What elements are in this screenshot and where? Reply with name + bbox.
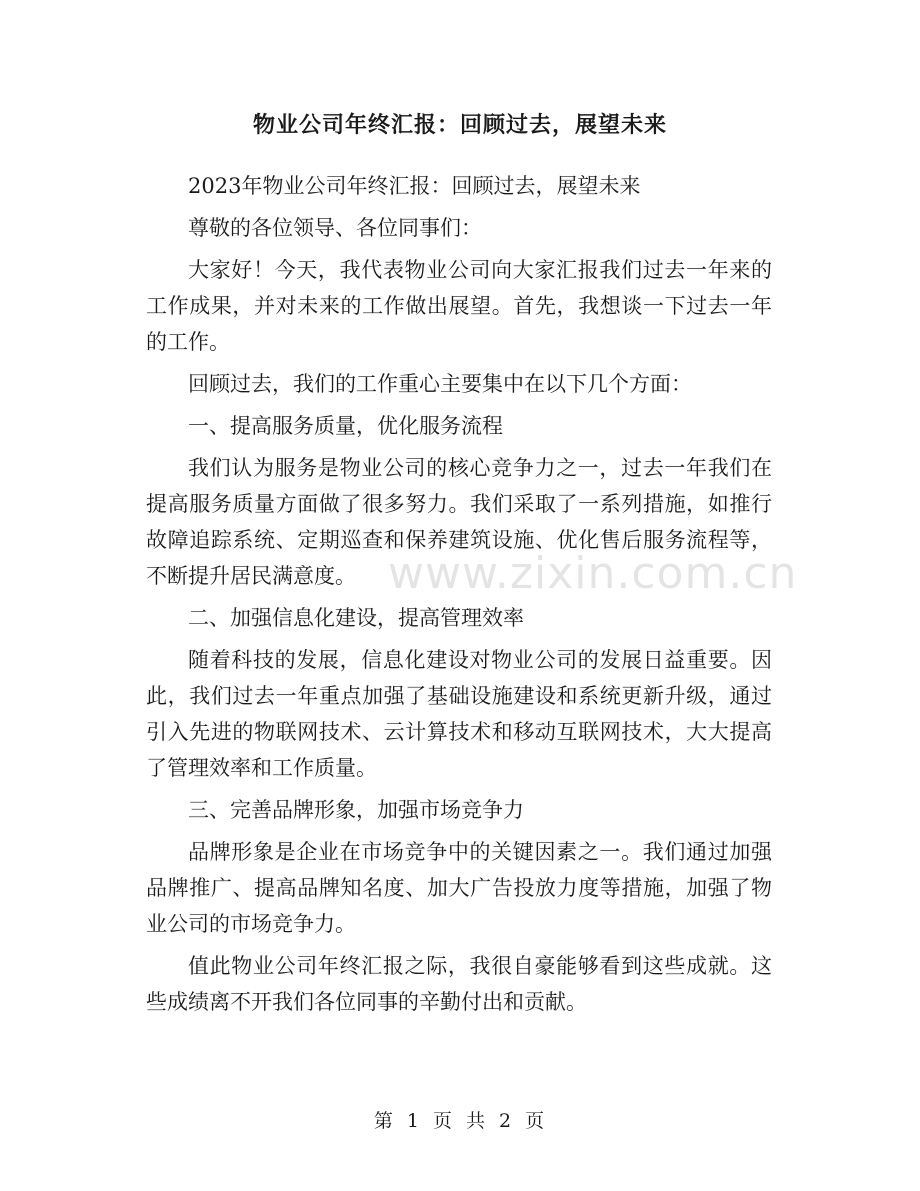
paragraph-section-3: 品牌形象是企业在市场竞争中的关键因素之一。我们通过加强品牌推广、提高品牌知名度、加大广告投放力度等措施，加强了物业公司的市场竞争力。 — [146, 840, 772, 936]
paragraph-review: 回顾过去，我们的工作重心主要集中在以下几个方面： — [188, 372, 692, 396]
document-title: 物业公司年终汇报：回顾过去，展望未来 — [252, 113, 667, 138]
footer-total-pages: 2 — [499, 1110, 514, 1132]
paragraph-heading-line: 2023年物业公司年终汇报：回顾过去，展望未来 — [188, 174, 641, 198]
paragraph-closing: 值此物业公司年终汇报之际，我很自豪能够看到这些成就。这些成绩离不开我们各位同事的辛勤付出和贡献。 — [146, 954, 772, 1014]
paragraph-section-1: 我们认为服务是物业公司的核心竞争力之一，过去一年我们在提高服务质量方面做了很多努力。我们采取了一系列措施，如推行故障追踪系统、定期巡查和保养建筑设施、优化售后服务流程等，不断提升居民满意度。 — [146, 456, 772, 588]
paragraph-intro: 大家好！今天，我代表物业公司向大家汇报我们过去一年来的工作成果，并对未来的工作做出展望。首先，我想谈一下过去一年的工作。 — [146, 258, 772, 354]
footer-page-number: 1 — [406, 1110, 421, 1132]
footer-total-prefix: 共 — [466, 1110, 488, 1132]
watermark-text: www.zixin.com.cn — [388, 548, 798, 599]
page-footer — [0, 1106, 920, 1136]
section-heading-3: 三、完善品牌形象，加强市场竞争力 — [188, 798, 524, 822]
document-body — [146, 168, 772, 1026]
paragraph-greeting: 尊敬的各位领导、各位同事们： — [188, 216, 482, 240]
footer-suffix: 页 — [525, 1110, 547, 1132]
paragraph-section-2: 随着科技的发展，信息化建设对物业公司的发展日益重要。因此，我们过去一年重点加强了基础设施建设和系统更新升级，通过引入先进的物联网技术、云计算技术和移动互联网技术，大大提高了管理效率和工作质量。 — [146, 648, 772, 780]
footer-prefix: 第 — [373, 1110, 395, 1132]
section-heading-1: 一、提高服务质量，优化服务流程 — [188, 414, 503, 438]
footer-page-label: 页 — [432, 1110, 454, 1132]
section-heading-2: 二、加强信息化建设，提高管理效率 — [188, 606, 524, 630]
